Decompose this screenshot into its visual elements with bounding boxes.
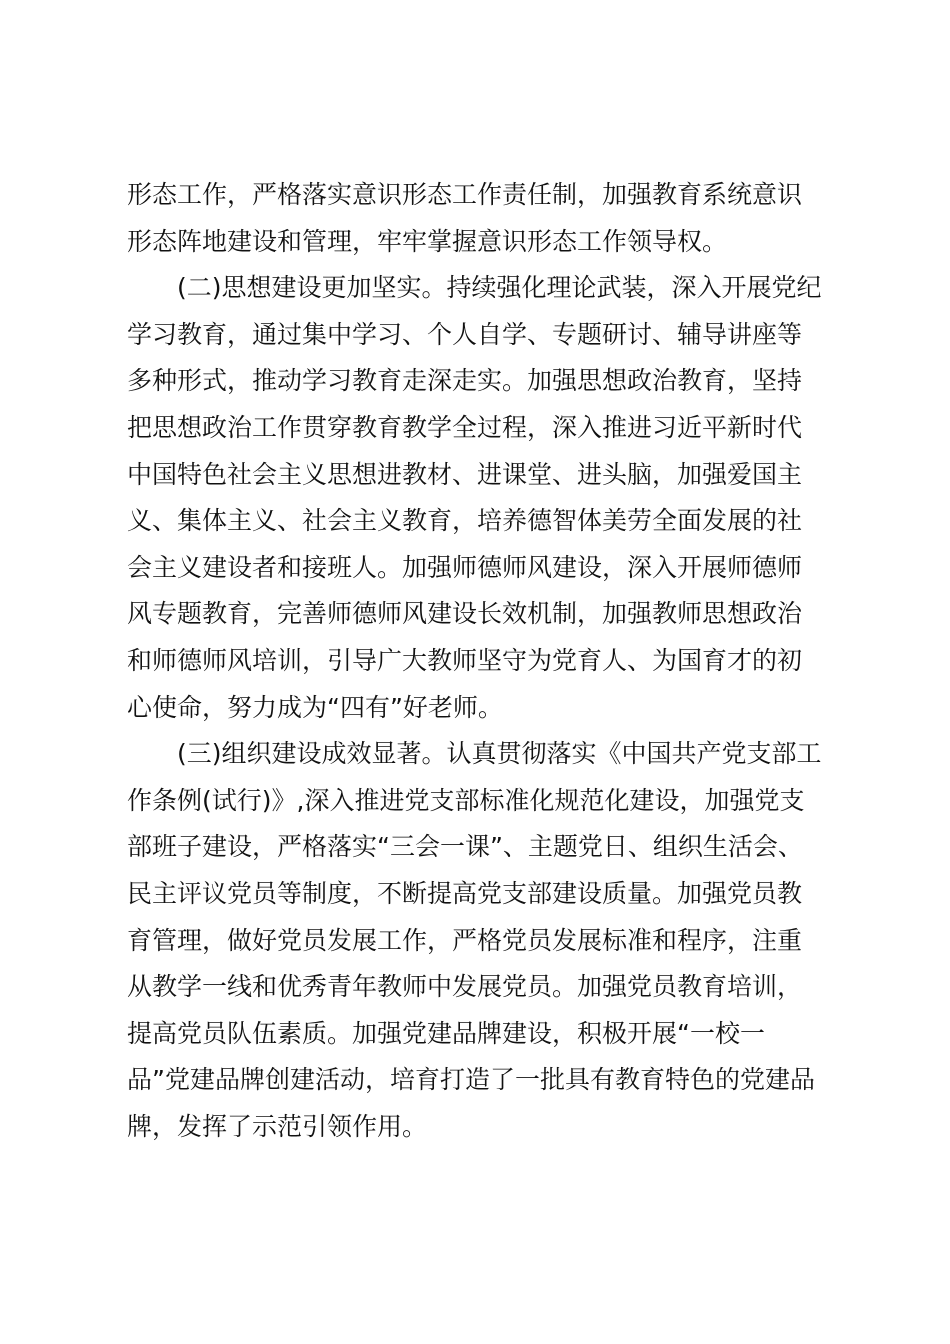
text-line: 风专题教育，完善师德师风建设长效机制，加强教师思想政治 xyxy=(127,599,803,629)
document-body xyxy=(127,172,827,1150)
text-line: 学习教育，通过集中学习、个人自学、专题研讨、辅导讲座等 xyxy=(127,319,803,349)
text-line: 心使命，努力成为“四有”好老师。 xyxy=(127,692,503,722)
text-line: 会主义建设者和接班人。加强师德师风建设，深入开展师德师 xyxy=(127,552,803,582)
text-line: 牌，发挥了示范引领作用。 xyxy=(127,1111,428,1141)
text-line: 民主评议党员等制度，不断提高党支部建设质量。加强党员教 xyxy=(127,878,803,908)
text-line: 把思想政治工作贯穿教育教学全过程，深入推进习近平新时代 xyxy=(127,412,803,442)
text-line: 作条例(试行)》,深入推进党支部标准化规范化建设，加强党支 xyxy=(127,785,805,815)
section-heading-line: (三)组织建设成效显著。认真贯彻落实《中国共产党支部工 xyxy=(177,739,822,769)
text-line: 中国特色社会主义思想进教材、进课堂、进头脑，加强爱国主 xyxy=(127,459,803,489)
text-line: 从教学一线和优秀青年教师中发展党员。加强党员教育培训， xyxy=(127,972,803,1002)
text-line: 品”党建品牌创建活动，培育打造了一批具有教育特色的党建品 xyxy=(127,1065,815,1095)
text-line: 育管理，做好党员发展工作，严格党员发展标准和程序，注重 xyxy=(127,925,803,955)
text-line: 形态阵地建设和管理，牢牢掌握意识形态工作领导权。 xyxy=(127,226,728,256)
text-line: 义、集体主义、社会主义教育，培养德智体美劳全面发展的社 xyxy=(127,506,803,536)
text-line: 形态工作，严格落实意识形态工作责任制，加强教育系统意识 xyxy=(127,180,803,209)
text-line: 多种形式，推动学习教育走深走实。加强思想政治教育，坚持 xyxy=(127,366,803,396)
text-line: 和师德师风培训，引导广大教师坚守为党育人、为国育才的初 xyxy=(127,645,803,675)
text-line: 部班子建设，严格落实“三会一课”、主题党日、组织生活会、 xyxy=(127,832,803,862)
section-heading-line: (二)思想建设更加坚实。持续强化理论武装，深入开展党纪 xyxy=(177,273,822,303)
text-line: 提高党员队伍素质。加强党建品牌建设，积极开展“一校一 xyxy=(127,1018,765,1048)
